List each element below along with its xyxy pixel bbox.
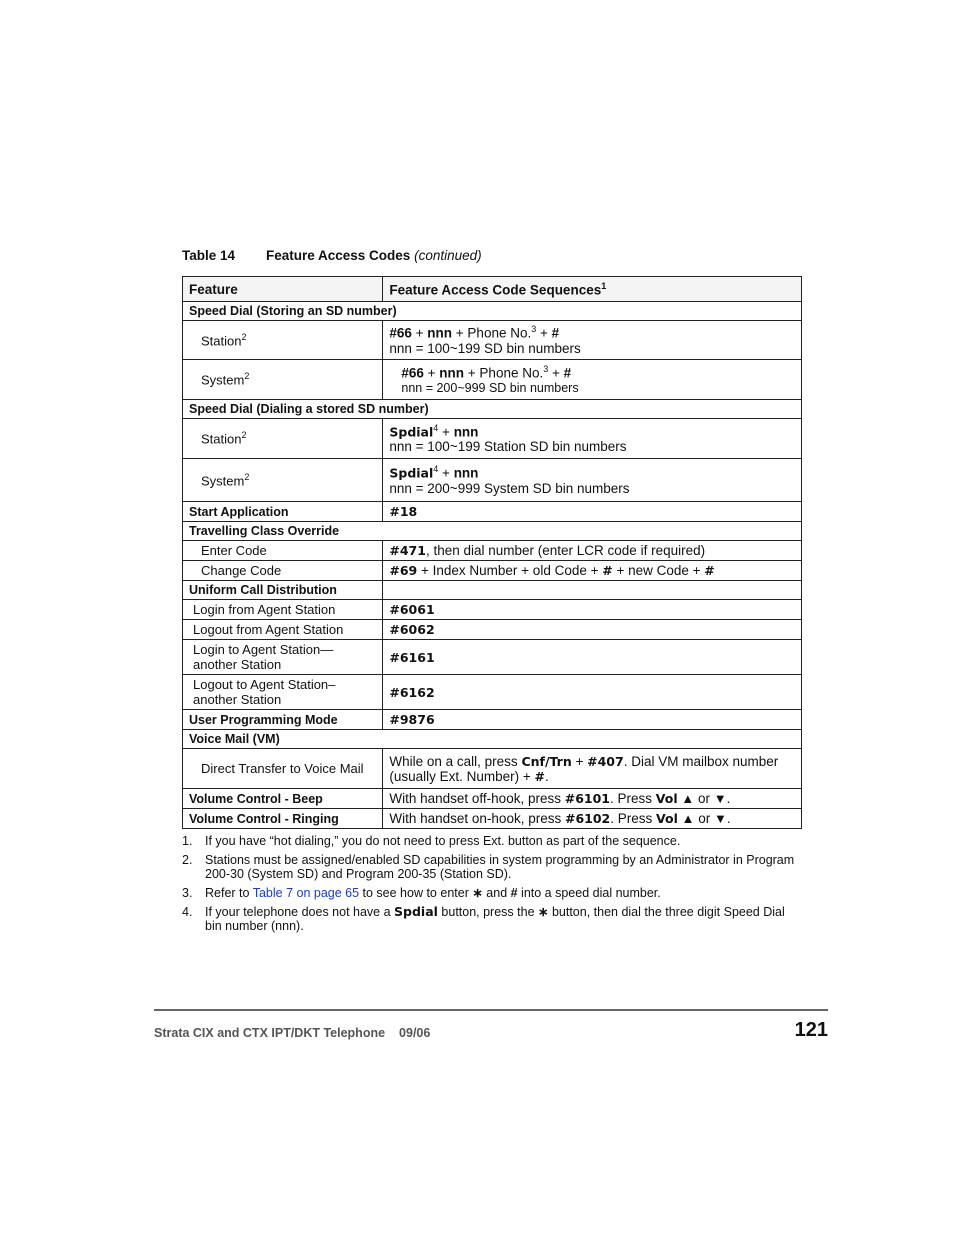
header-sequence-text: Feature Access Code Sequences — [389, 282, 602, 298]
code: #6101 — [564, 791, 610, 806]
footnote-text: If you have “hot dialing,” you do not need to press Ext. button as part of the sequence. — [205, 834, 681, 848]
plus-text: + — [536, 325, 552, 341]
volume-up-icon: ▲ — [681, 791, 695, 806]
code-description: . Press — [609, 791, 656, 806]
feature-system — [183, 459, 383, 502]
footnote-segment: Refer to — [205, 886, 253, 900]
feature-direct-transfer-vm: Direct Transfer to Voice Mail — [183, 749, 383, 789]
section-row — [183, 581, 802, 600]
period-text: . — [726, 811, 731, 826]
feature-label: System — [201, 372, 245, 388]
code: #6162 — [383, 675, 802, 710]
feature-enter-code: Enter Code — [183, 541, 383, 561]
footer-rule — [154, 1009, 828, 1011]
code: #66 — [401, 365, 424, 381]
footnote-segment: button, press the — [437, 905, 538, 919]
range-text: nnn = 200~999 System SD bin numbers — [389, 480, 630, 496]
code: #69 — [389, 563, 418, 578]
footnote — [182, 905, 802, 933]
code-description: , then dial number (enter LCR code if required) — [425, 543, 706, 558]
nnn-text: nnn — [453, 465, 479, 481]
footnote-ref: 2 — [244, 371, 250, 382]
code-cell — [383, 789, 802, 809]
footnote-ref: 2 — [241, 331, 247, 342]
footnote — [182, 886, 802, 900]
range-text: nnn = 200~999 SD bin numbers — [401, 380, 579, 395]
feature-user-programming: User Programming Mode — [183, 710, 383, 730]
section-row — [183, 302, 802, 321]
hash-key: # — [563, 365, 572, 381]
table-caption — [182, 248, 482, 263]
code-description: With handset on-hook, press — [389, 811, 565, 826]
section-voice-mail: Voice Mail (VM) — [183, 730, 802, 749]
footnote-number: 4. — [182, 905, 193, 919]
code-cell — [383, 360, 802, 400]
footnote-number: 3. — [182, 886, 193, 900]
plus-text: + — [411, 325, 428, 341]
footnote-ref: 4 — [433, 464, 439, 475]
star-icon: ∗ — [472, 886, 483, 900]
footnote-segment: If your telephone does not have a — [205, 905, 395, 919]
table-row — [183, 600, 802, 620]
plus-text: + — [423, 365, 440, 381]
nnn-text: nnn — [453, 424, 479, 440]
nnn-text: nnn — [439, 365, 465, 381]
code-cell — [383, 541, 802, 561]
section-speed-dial-store: Speed Dial (Storing an SD number) — [183, 302, 802, 321]
table-row — [183, 620, 802, 640]
table-row — [183, 710, 802, 730]
feature-label: Station — [201, 431, 242, 447]
code-cell — [383, 561, 802, 581]
plus-text: + — [548, 365, 564, 381]
page-number: 121 — [794, 1019, 828, 1041]
footnote-segment: into a speed dial number. — [517, 886, 661, 900]
feature-ucd-logout: Logout from Agent Station — [183, 620, 383, 640]
table-7-link[interactable]: Table 7 on page 65 — [252, 886, 360, 900]
feature-ucd-login: Login from Agent Station — [183, 600, 383, 620]
footnote-ref: 3 — [543, 364, 549, 375]
footnote-ref: 1 — [601, 280, 607, 291]
footnote-ref: 3 — [531, 324, 537, 335]
footnote-number: 2. — [182, 853, 193, 867]
feature-volume-ringing: Volume Control - Ringing — [183, 809, 383, 829]
hash-key: # — [602, 563, 613, 578]
spdial-key: Spdial — [389, 465, 434, 481]
spdial-key: Spdial — [389, 424, 434, 440]
range-text: nnn = 100~199 Station SD bin numbers — [389, 439, 627, 455]
hash-key: # — [534, 768, 546, 784]
volume-down-icon: ▼ — [713, 791, 727, 806]
table-row — [183, 419, 802, 459]
range-text: nnn = 100~199 SD bin numbers — [389, 340, 581, 356]
code: #6062 — [383, 620, 802, 640]
code: #9876 — [383, 710, 802, 730]
or-text: or — [694, 791, 714, 806]
header-feature: Feature — [183, 277, 383, 302]
table-row — [183, 789, 802, 809]
table-row — [183, 459, 802, 502]
feature-system — [183, 360, 383, 400]
footnote — [182, 853, 802, 881]
hash-key: # — [704, 563, 715, 578]
footnote-segment: to see how to enter — [359, 886, 473, 900]
feature-ucd-login-another: Login to Agent Station—another Station — [183, 640, 383, 675]
footer-title-block — [154, 1026, 430, 1040]
footnote-segment: button, then dial the three digit Speed Dial bin number (nnn). — [205, 905, 785, 933]
vol-key: Vol — [655, 791, 678, 806]
star-icon: ∗ — [538, 905, 549, 919]
hash-key: # — [551, 325, 560, 341]
code: #6061 — [383, 600, 802, 620]
phone-text: + Phone No. — [452, 325, 532, 341]
code-description: With handset off-hook, press — [389, 791, 565, 806]
feature-station — [183, 419, 383, 459]
section-row — [183, 400, 802, 419]
code-cell — [383, 419, 802, 459]
code: #407 — [587, 753, 624, 769]
feature-volume-beep: Volume Control - Beep — [183, 789, 383, 809]
hash-key: # — [510, 886, 518, 900]
table-row — [183, 809, 802, 829]
table-continued: (continued) — [414, 248, 482, 263]
period-text: . — [545, 768, 549, 784]
period-text: . — [726, 791, 731, 806]
footer-title: Strata CIX and CTX IPT/DKT Telephone — [154, 1026, 386, 1040]
footnotes — [182, 834, 802, 938]
header-sequence — [383, 277, 802, 302]
table-row — [183, 502, 802, 522]
code: #471 — [389, 543, 426, 558]
table-row — [183, 541, 802, 561]
footnote-segment: and — [482, 886, 511, 900]
plus-text: + — [571, 753, 588, 769]
footnote-ref: 4 — [433, 422, 439, 433]
code-cell — [383, 459, 802, 502]
footnote-ref: 2 — [241, 430, 247, 441]
code: #6161 — [383, 640, 802, 675]
plus-text: + — [438, 424, 454, 440]
table-row — [183, 749, 802, 789]
plus-text: + — [438, 465, 454, 481]
footnote-text — [205, 886, 661, 900]
code: #66 — [389, 325, 412, 341]
table-title: Feature Access Codes — [266, 248, 411, 263]
table-row — [183, 360, 802, 400]
footer-date: 09/06 — [399, 1026, 431, 1040]
volume-down-icon: ▼ — [714, 811, 727, 826]
section-speed-dial-dial: Speed Dial (Dialing a stored SD number) — [183, 400, 802, 419]
phone-text: + Phone No. — [464, 365, 544, 381]
feature-change-code: Change Code — [183, 561, 383, 581]
code-cell — [383, 321, 802, 360]
code-cell — [383, 749, 802, 789]
cnf-trn-key: Cnf/Trn — [521, 753, 572, 769]
code-description: While on a call, press — [389, 753, 522, 769]
footnote — [182, 834, 802, 848]
table-row — [183, 640, 802, 675]
vol-key: Vol — [656, 811, 678, 826]
code: #18 — [383, 502, 802, 522]
section-row — [183, 522, 802, 541]
table-row — [183, 561, 802, 581]
feature-label: Station — [201, 333, 242, 349]
spdial-key: Spdial — [394, 904, 438, 919]
footnote-number: 1. — [182, 834, 193, 848]
feature-start-application: Start Application — [183, 502, 383, 522]
feature-ucd-logout-another: Logout to Agent Station–another Station — [183, 675, 383, 710]
section-travelling-class: Travelling Class Override — [183, 522, 802, 541]
feature-label: System — [201, 473, 245, 489]
table-row — [183, 675, 802, 710]
or-text: or — [694, 811, 715, 826]
feature-station — [183, 321, 383, 360]
table-number: Table 14 — [182, 248, 236, 263]
code: #6102 — [564, 811, 611, 826]
code-description: + Index Number + old Code + — [417, 563, 603, 578]
code-description: + new Code + — [612, 563, 705, 578]
header-row — [183, 277, 802, 302]
table-row — [183, 321, 802, 360]
nnn-text: nnn — [427, 325, 453, 341]
code-cell — [383, 809, 802, 829]
footnote-text — [205, 905, 802, 933]
code-description: . Press — [610, 811, 656, 826]
section-ucd: Uniform Call Distribution — [183, 581, 383, 600]
section-row — [183, 730, 802, 749]
feature-access-codes-table — [182, 276, 802, 829]
footnote-ref: 2 — [244, 471, 250, 482]
footnote-text: Stations must be assigned/enabled SD capabilities in system programming by an Administrator in Program 200-30 (System SD) and Program 200-35 (Station SD). — [205, 853, 795, 881]
code-description: . Dial VM mailbox number (usually Ext. Number) + — [389, 753, 779, 784]
volume-up-icon: ▲ — [681, 811, 695, 826]
empty-cell — [383, 581, 802, 600]
